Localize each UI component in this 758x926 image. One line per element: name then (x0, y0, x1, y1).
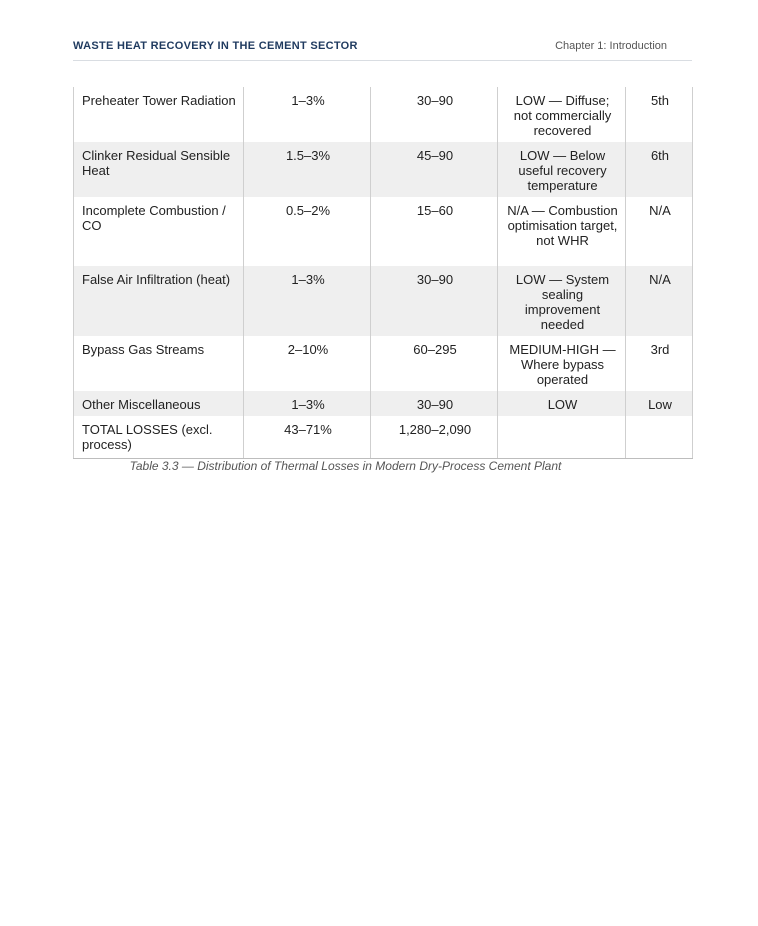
recovery-potential-cell: LOW — System sealing improvement needed (498, 266, 626, 336)
loss-source-cell: Bypass Gas Streams (74, 336, 244, 391)
kcal-cell: 1,280–2,090 (371, 416, 498, 458)
table-row (74, 197, 693, 266)
rank-cell: Low (626, 391, 693, 416)
page-header (73, 40, 692, 61)
rank-cell (626, 416, 693, 458)
recovery-potential-cell: N/A — Combustion optimisation target, not WHR (498, 197, 626, 266)
loss-source-cell: Incomplete Combustion / CO (74, 197, 244, 266)
recovery-potential-cell (498, 416, 626, 458)
percent-cell: 1–3% (244, 87, 371, 142)
recovery-potential-cell: LOW — Below useful recovery temperature (498, 142, 626, 197)
chapter-label: Chapter 1: Introduction (555, 40, 667, 52)
percent-cell: 0.5–2% (244, 197, 371, 266)
thermal-losses-table-container (73, 87, 692, 459)
kcal-cell: 45–90 (371, 142, 498, 197)
percent-cell: 2–10% (244, 336, 371, 391)
rank-cell: 3rd (626, 336, 693, 391)
rank-cell: 5th (626, 87, 693, 142)
table-row (74, 142, 693, 197)
kcal-cell: 60–295 (371, 336, 498, 391)
recovery-potential-cell: LOW (498, 391, 626, 416)
table-row (74, 391, 693, 416)
kcal-cell: 30–90 (371, 391, 498, 416)
kcal-cell: 15–60 (371, 197, 498, 266)
loss-source-cell: False Air Infiltration (heat) (74, 266, 244, 336)
kcal-cell: 30–90 (371, 266, 498, 336)
rank-cell: N/A (626, 197, 693, 266)
table-caption: Table 3.3 — Distribution of Thermal Losses in Modern Dry-Process Cement Plant (129, 459, 562, 473)
percent-cell: 1–3% (244, 391, 371, 416)
total-row (74, 416, 693, 458)
percent-cell: 1.5–3% (244, 142, 371, 197)
rank-cell: 6th (626, 142, 693, 197)
loss-source-cell: Clinker Residual Sensible Heat (74, 142, 244, 197)
loss-source-cell: Preheater Tower Radiation (74, 87, 244, 142)
thermal-losses-table (73, 87, 693, 459)
table-row (74, 87, 693, 142)
recovery-potential-cell: MEDIUM-HIGH — Where bypass operated (498, 336, 626, 391)
percent-cell: 1–3% (244, 266, 371, 336)
percent-cell: 43–71% (244, 416, 371, 458)
document-title: WASTE HEAT RECOVERY IN THE CEMENT SECTOR (73, 40, 358, 52)
table-row (74, 266, 693, 336)
table-row (74, 336, 693, 391)
loss-source-cell: TOTAL LOSSES (excl. process) (74, 416, 244, 458)
rank-cell: N/A (626, 266, 693, 336)
loss-source-cell: Other Miscellaneous (74, 391, 244, 416)
recovery-potential-cell: LOW — Diffuse; not commercially recovered (498, 87, 626, 142)
kcal-cell: 30–90 (371, 87, 498, 142)
